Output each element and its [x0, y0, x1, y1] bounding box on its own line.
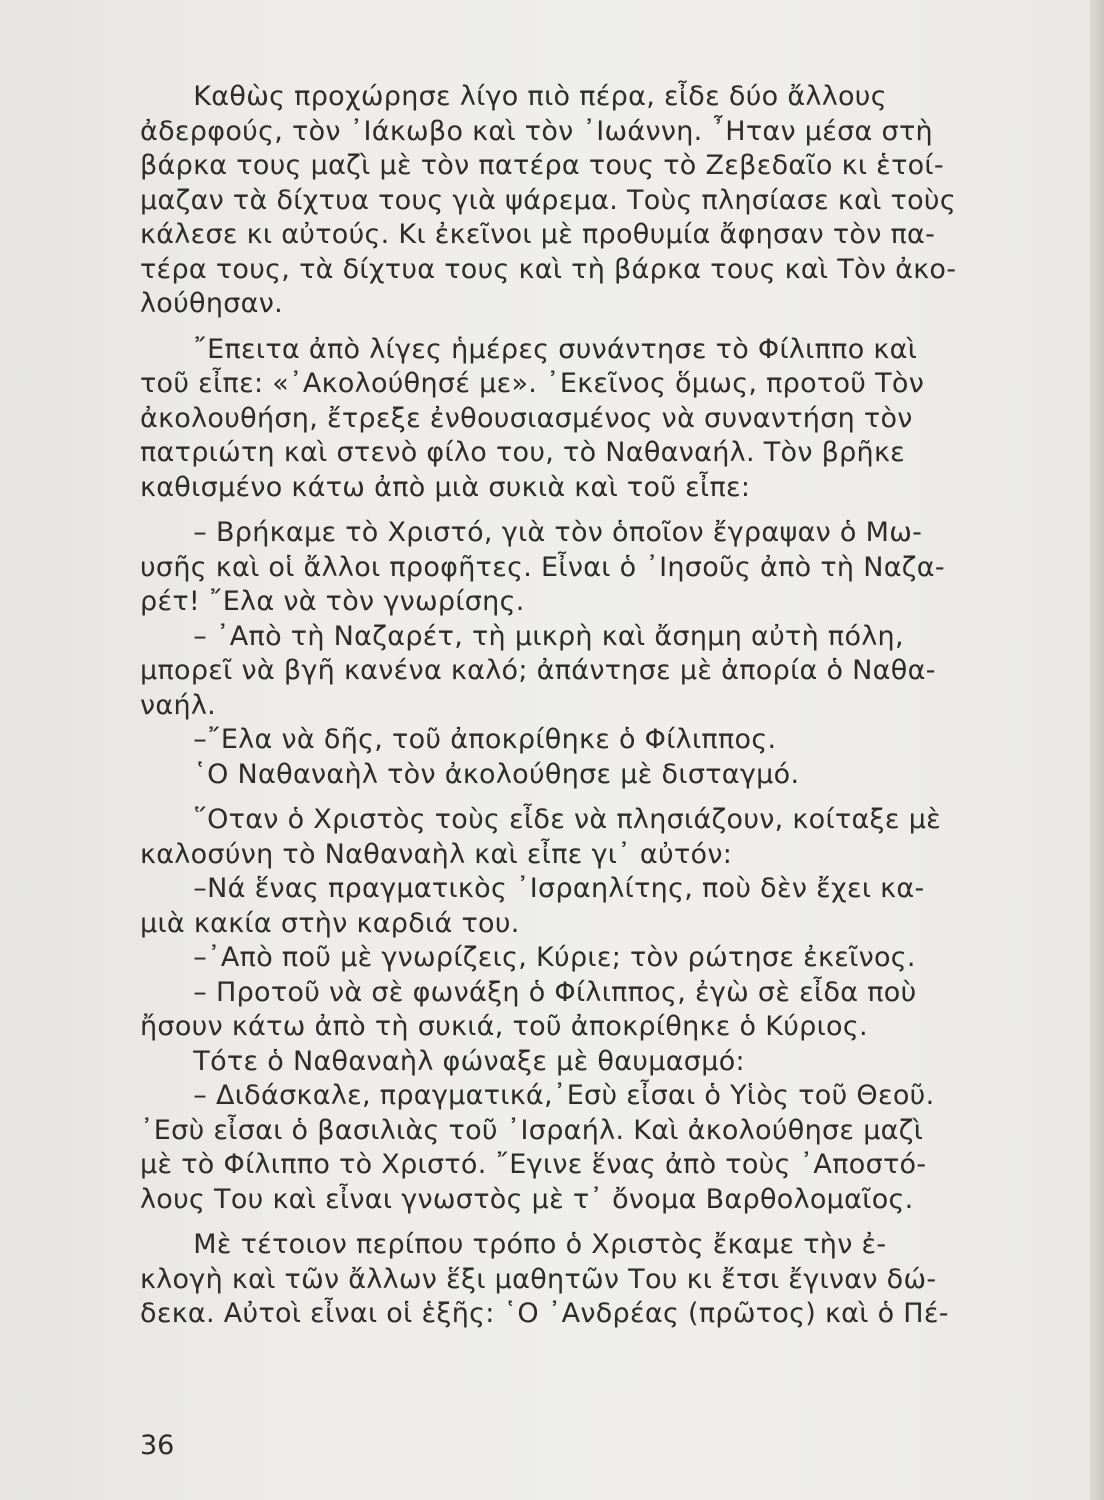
paragraph-gap [140, 322, 1020, 333]
paragraph-gap [140, 505, 1020, 516]
text-line: ῎Επειτα ἀπὸ λίγες ἡμέρες συνάντησε τὸ Φίλιππο καὶ [140, 333, 918, 365]
text-line: λους Του καὶ εἶναι γνωστὸς μὲ τ᾽ ὄνομα Βαρθολομαῖος. [140, 1183, 914, 1215]
text-line: μπορεῖ νὰ βγῆ κανένα καλό; ἀπάντησε μὲ ἀπορία ὁ Ναθα- [140, 655, 936, 686]
text-line: τέρα τους, τὰ δίχτυα τους καὶ τὴ βάρκα τους καὶ Τὸν ἀκο- [140, 253, 957, 285]
page-number: 36 [140, 1430, 175, 1461]
text-line: ῾Ο Ναθαναὴλ τὸν ἀκολούθησε μὲ δισταγμό. [140, 758, 800, 790]
text-line: καθισμένο κάτω ἀπὸ μιὰ συκιὰ καὶ τοῦ εἶπε: [140, 471, 751, 503]
paragraph-gap [140, 1217, 1020, 1228]
text-line: μὲ τὸ Φίλιππο τὸ Χριστό. ῎Εγινε ἕνας ἀπὸ τοὺς ᾽Αποστό- [140, 1149, 927, 1180]
text-line: – ᾽Απὸ τὴ Ναζαρέτ, τὴ μικρὴ καὶ ἄσημη αὐτὴ πόλη, [140, 620, 904, 652]
text-line: υσῆς καὶ οἱ ἄλλοι προφῆτες. Εἶναι ὁ ᾽Ιησοῦς ἀπὸ τὴ Ναζα- [140, 551, 945, 583]
body-text [140, 80, 1020, 1332]
page-edge [1090, 0, 1104, 1500]
text-line: βάρκα τους μαζὶ μὲ τὸν πατέρα τους τὸ Ζεβεδαῖο κι ἑτοί- [140, 150, 944, 181]
text-line: ᾽Εσὺ εἶσαι ὁ βασιλιὰς τοῦ ᾽Ισραήλ. Καὶ ἀκολούθησε μαζὶ [140, 1114, 924, 1146]
text-line: ἀδερφούς, τὸν ᾽Ιάκωβο καὶ τὸν ᾽Ιωάννη. ῏Ηταν μέσα στὴ [140, 115, 933, 147]
text-line: κλογὴ καὶ τῶν ἄλλων ἕξι μαθητῶν Του κι ἔτσι ἔγιναν δώ- [140, 1263, 937, 1295]
paragraph-5 [140, 1228, 1020, 1332]
text-line: ρέτ! ῎Ελα νὰ τὸν γνωρίσης. [140, 586, 525, 617]
text-line: – Βρήκαμε τὸ Χριστό, γιὰ τὸν ὁποῖον ἔγραψαν ὁ Μω- [140, 517, 923, 548]
text-line: Τότε ὁ Ναθαναὴλ φώναξε μὲ θαυμασμό: [140, 1045, 745, 1077]
paragraph-3 [140, 516, 1020, 792]
text-line: ναήλ. [140, 689, 217, 721]
text-line: –Νά ἕνας πραγματικὸς ᾽Ισραηλίτης, ποὺ δὲν ἔχει κα- [140, 873, 925, 904]
text-line: μαζαν τὰ δίχτυα τους γιὰ ψάρεμα. Τοὺς πλησίασε καὶ τοὺς [140, 184, 956, 216]
text-line: κάλεσε κι αὐτούς. Κι ἐκεῖνοι μὲ προθυμία ἄφησαν τὸν πα- [140, 219, 936, 250]
text-line: ῞Οταν ὁ Χριστὸς τοὺς εἶδε νὰ πλησιάζουν, κοίταξε μὲ [140, 804, 942, 835]
text-line: ἤσουν κάτω ἀπὸ τὴ συκιά, τοῦ ἀποκρίθηκε ὁ Κύριος. [140, 1011, 868, 1042]
text-line: Μὲ τέτοιον περίπου τρόπο ὁ Χριστὸς ἔκαμε τὴν ἐ- [140, 1229, 887, 1260]
paragraph-1 [140, 80, 1020, 322]
text-line: πατριώτη καὶ στενὸ φίλο του, τὸ Ναθαναήλ. Τὸν βρῆκε [140, 437, 906, 468]
text-line: λούθησαν. [140, 288, 284, 319]
text-line: –᾽Απὸ ποῦ μὲ γνωρίζεις, Κύριε; τὸν ρώτησε ἐκεῖνος. [140, 942, 916, 973]
text-line: τοῦ εἶπε: «᾽Ακολούθησέ με». ᾽Εκεῖνος ὅμως, προτοῦ Τὸν [140, 368, 925, 399]
text-line: δεκα. Αὐτοὶ εἶναι οἱ ἑξῆς: ῾Ο ᾽Ανδρέας (πρῶτος) καὶ ὁ Πέ- [140, 1298, 949, 1329]
paragraph-gap [140, 792, 1020, 803]
text-line: καλοσύνη τὸ Ναθαναὴλ καὶ εἶπε γι᾽ αὐτόν: [140, 838, 733, 870]
paragraph-2 [140, 333, 1020, 506]
text-line: –῎Ελα νὰ δῆς, τοῦ ἀποκρίθηκε ὁ Φίλιππος. [140, 724, 777, 755]
text-line: ἀκολουθήση, ἔτρεξε ἐνθουσιασμένος νὰ συναντήση τὸν [140, 402, 913, 434]
text-line: μιὰ κακία στὴν καρδιά του. [140, 907, 520, 939]
paragraph-4 [140, 803, 1020, 1217]
text-line: – Προτοῦ νὰ σὲ φωνάξη ὁ Φίλιππος, ἐγὼ σὲ εἶδα ποὺ [140, 976, 917, 1008]
text-line: Καθὼς προχώρησε λίγο πιὸ πέρα, εἶδε δύο ἄλλους [140, 81, 887, 112]
text-line: – Διδάσκαλε, πραγματικά,᾽Εσὺ εἶσαι ὁ Υἱὸς τοῦ Θεοῦ. [140, 1080, 935, 1111]
